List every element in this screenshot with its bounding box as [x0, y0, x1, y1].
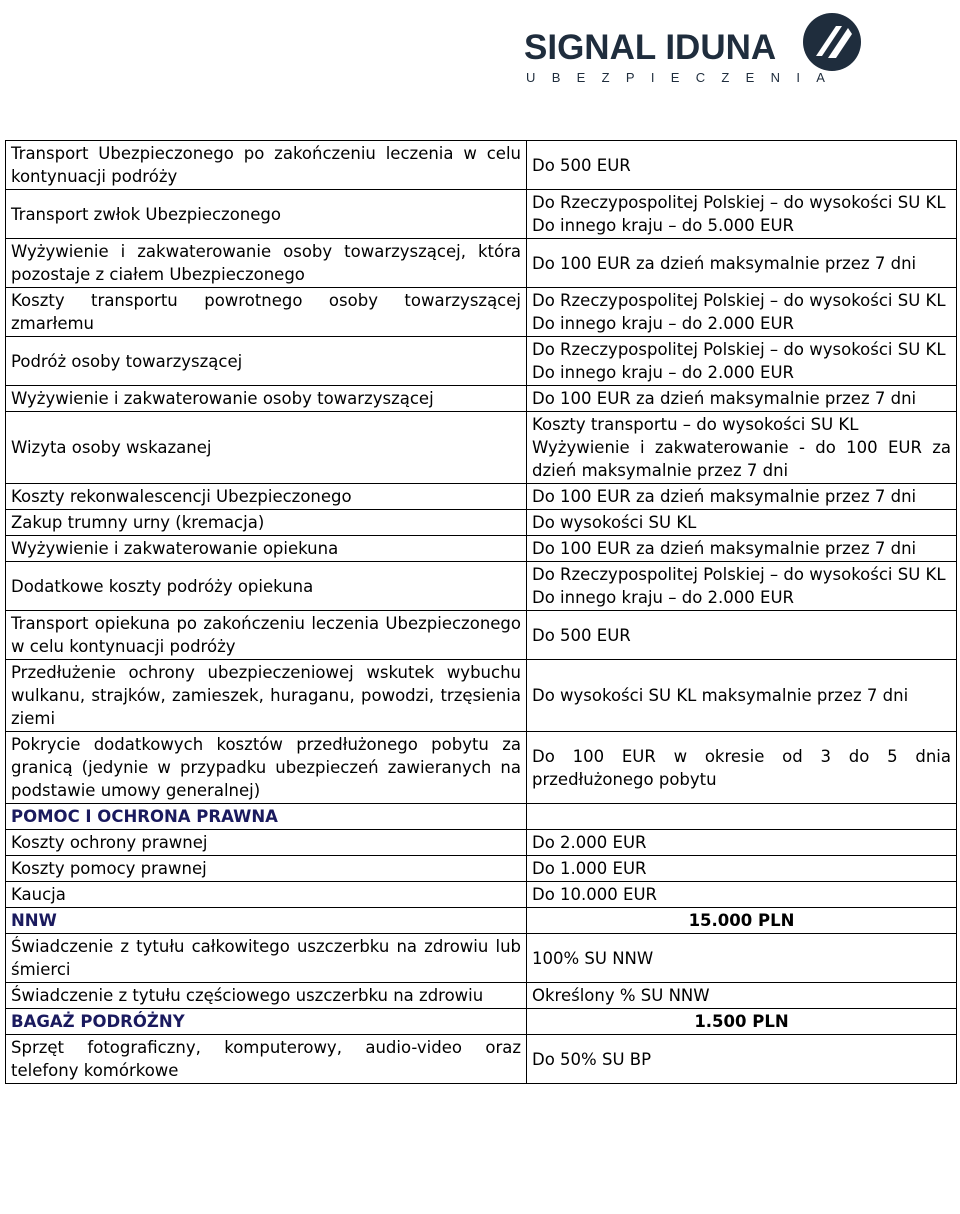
coverage-limit — [527, 337, 957, 386]
limit-line: Do Rzeczypospolitej Polskiej – do wysokości SU KL — [532, 565, 946, 584]
coverage-item: Świadczenie z tytułu częściowego uszczerbku na zdrowiu — [6, 983, 527, 1009]
table-row — [6, 732, 957, 804]
table-row — [6, 337, 957, 386]
coverage-item: Kaucja — [6, 882, 527, 908]
coverage-item: Sprzęt fotograficzny, komputerowy, audio-video oraz telefony komórkowe — [6, 1035, 527, 1084]
table-row — [6, 412, 957, 484]
coverage-limit — [527, 386, 957, 412]
table-row — [6, 882, 957, 908]
limit-line: Do Rzeczypospolitej Polskiej – do wysokości SU KL — [532, 193, 946, 212]
table-row — [6, 484, 957, 510]
table-row — [6, 386, 957, 412]
limit-line: Do innego kraju – do 2.000 EUR — [532, 363, 795, 382]
table-row — [6, 856, 957, 882]
coverage-limit — [527, 190, 957, 239]
coverage-limit — [527, 856, 957, 882]
table-row — [6, 190, 957, 239]
limit-line — [532, 805, 951, 828]
coverage-item: Koszty ochrony prawnej — [6, 830, 527, 856]
limit-line: Do 10.000 EUR — [532, 885, 657, 904]
coverage-item: Wyżywienie i zakwaterowanie opiekuna — [6, 536, 527, 562]
coverage-table — [5, 140, 957, 1084]
limit-line: Do 100 EUR za dzień maksymalnie przez 7 dni — [532, 539, 917, 558]
coverage-item: Wyżywienie i zakwaterowanie osoby towarzyszącej — [6, 386, 527, 412]
limit-line: Do 50% SU BP — [532, 1049, 652, 1069]
coverage-limit — [527, 983, 957, 1009]
limit-line: Do innego kraju – do 5.000 EUR — [532, 216, 795, 235]
table-row — [6, 660, 957, 732]
limit-line: Do 500 EUR — [532, 625, 631, 645]
coverage-item: Świadczenie z tytułu całkowitego uszczerbku na zdrowiu lub śmierci — [6, 934, 527, 983]
table-row — [6, 562, 957, 611]
coverage-item: Wizyta osoby wskazanej — [6, 412, 527, 484]
limit-line: Koszty transportu – do wysokości SU KL — [532, 415, 859, 434]
section-heading: NNW — [6, 908, 527, 934]
limit-line: 1.500 PLN — [694, 1012, 789, 1031]
coverage-limit — [527, 830, 957, 856]
limit-line: Do 500 EUR — [532, 155, 631, 175]
limit-line: Do 100 EUR za dzień maksymalnie przez 7 dni — [532, 253, 917, 273]
coverage-item: Koszty pomocy prawnej — [6, 856, 527, 882]
coverage-item: Koszty rekonwalescencji Ubezpieczonego — [6, 484, 527, 510]
coverage-limit — [527, 1009, 957, 1035]
table-row — [6, 536, 957, 562]
limit-line: Do Rzeczypospolitej Polskiej – do wysokości SU KL — [532, 291, 946, 310]
table-row — [6, 510, 957, 536]
limit-line: Do wysokości SU KL maksymalnie przez 7 dni — [532, 686, 909, 705]
coverage-item: Podróż osoby towarzyszącej — [6, 337, 527, 386]
limit-line: Do 2.000 EUR — [532, 833, 647, 852]
coverage-item: Dodatkowe koszty podróży opiekuna — [6, 562, 527, 611]
table-row — [6, 1035, 957, 1084]
coverage-limit — [527, 934, 957, 983]
limit-line: Do innego kraju – do 2.000 EUR — [532, 588, 795, 607]
table-row — [6, 830, 957, 856]
limit-line: Określony % SU NNW — [532, 986, 710, 1005]
table-row — [6, 1009, 957, 1035]
table-row — [6, 288, 957, 337]
coverage-limit — [527, 908, 957, 934]
brand-subtitle: UBEZPIECZENIA — [526, 70, 842, 85]
limit-line: Do innego kraju – do 2.000 EUR — [532, 314, 795, 333]
coverage-limit — [527, 611, 957, 660]
coverage-item: Transport opiekuna po zakończeniu leczenia Ubezpieczonego w celu kontynuacji podróży — [6, 611, 527, 660]
limit-line: 100% SU NNW — [532, 948, 654, 968]
coverage-limit — [527, 1035, 957, 1084]
coverage-item: Koszty transportu powrotnego osoby towarzyszącej zmarłemu — [6, 288, 527, 337]
coverage-item: Pokrycie dodatkowych kosztów przedłużonego pobytu za granicą (jedynie w przypadku ubezpieczeń zawieranych na podstawie umowy generalnej) — [6, 732, 527, 804]
brand-emblem-icon — [802, 12, 862, 72]
coverage-item: Przedłużenie ochrony ubezpieczeniowej wskutek wybuchu wulkanu, strajków, zamieszek, huraganu, powodzi, trzęsienia ziemi — [6, 660, 527, 732]
limit-line: 15.000 PLN — [688, 911, 795, 930]
coverage-limit — [527, 882, 957, 908]
section-heading: BAGAŻ PODRÓŻNY — [6, 1009, 527, 1035]
coverage-limit — [527, 732, 957, 804]
table-row — [6, 908, 957, 934]
coverage-limit — [527, 484, 957, 510]
limit-line: Do 1.000 EUR — [532, 859, 647, 878]
table-row — [6, 611, 957, 660]
coverage-limit — [527, 510, 957, 536]
coverage-limit — [527, 412, 957, 484]
coverage-limit — [527, 239, 957, 288]
table-row — [6, 983, 957, 1009]
section-heading: POMOC I OCHRONA PRAWNA — [6, 804, 527, 830]
coverage-item: Wyżywienie i zakwaterowanie osoby towarzyszącej, która pozostaje z ciałem Ubezpieczonego — [6, 239, 527, 288]
coverage-limit — [527, 536, 957, 562]
table-row — [6, 141, 957, 190]
limit-line: Do Rzeczypospolitej Polskiej – do wysokości SU KL — [532, 340, 946, 359]
coverage-limit — [527, 288, 957, 337]
signal-iduna-logo — [524, 12, 864, 88]
coverage-item: Transport Ubezpieczonego po zakończeniu leczenia w celu kontynuacji podróży — [6, 141, 527, 190]
coverage-limit — [527, 804, 957, 830]
limit-line: Wyżywienie i zakwaterowanie - do 100 EUR za dzień maksymalnie przez 7 dni — [532, 438, 951, 480]
coverage-limit — [527, 141, 957, 190]
coverage-item: Zakup trumny urny (kremacja) — [6, 510, 527, 536]
brand-name: SIGNAL IDUNA — [524, 28, 777, 67]
limit-line: Do 100 EUR w okresie od 3 do 5 dnia przedłużonego pobytu — [532, 746, 951, 789]
coverage-item: Transport zwłok Ubezpieczonego — [6, 190, 527, 239]
limit-line: Do 100 EUR za dzień maksymalnie przez 7 dni — [532, 389, 917, 408]
limit-line: Do wysokości SU KL — [532, 513, 697, 532]
limit-line: Do 100 EUR za dzień maksymalnie przez 7 dni — [532, 487, 917, 506]
table-row — [6, 804, 957, 830]
table-row — [6, 934, 957, 983]
table-row — [6, 239, 957, 288]
coverage-limit — [527, 562, 957, 611]
coverage-limit — [527, 660, 957, 732]
